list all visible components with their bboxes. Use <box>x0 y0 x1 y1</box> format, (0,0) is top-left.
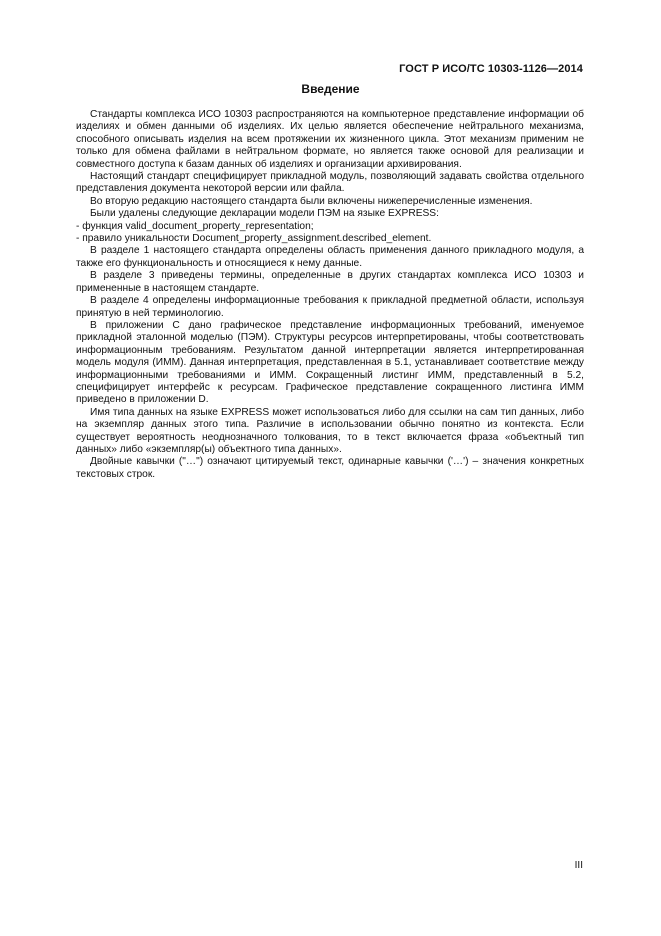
document-body <box>76 109 584 481</box>
paragraph-scope: Настоящий стандарт специфицирует прикладной модуль, позволяющий задавать свойства отдельного представления документа некоторой версии или файла. <box>76 171 584 195</box>
page-title: Введение <box>301 82 360 96</box>
paragraph-removed-declarations: Были удалены следующие декларации модели ПЭМ на языке EXPRESS: <box>90 208 439 220</box>
paragraph-changes: Во вторую редакцию настоящего стандарта были включены нижеперечисленные изменения. <box>90 195 533 207</box>
paragraph-annex-c: В приложении С дано графическое представление информационных требований, именуемое прикладной эталонной моделью (ПЭМ). Структуры ресурсов интерпретированы, чтобы соответствовать информационным требованиям. Результатом данной интерпретации является интерпретированная модель модуля (ИММ). Данная интерпретация, представленная в 5.1, устанавливает соответствие между информационными требованиями и ИММ. Сокращенный листинг ИММ, представленный в 5.2, специфицирует интерфейс к ресурсам. Графическое представление сокращенного листинга ИММ приведено в приложении D. <box>76 319 584 406</box>
list-item-rule: - правило уникальности Document_property_assignment.described_element. <box>76 233 432 245</box>
paragraph-section-3: В разделе 3 приведены термины, определенные в других стандартах комплекса ИСО 10303 и примененные в настоящем стандарте. <box>76 270 584 294</box>
paragraph-quotes: Двойные кавычки ("…") означают цитируемый текст, одинарные кавычки ('…') – значения конкретных текстовых строк. <box>76 456 584 480</box>
paragraph-section-1: В разделе 1 настоящего стандарта определены область применения данного прикладного модуля, а также его функциональность и относящиеся к нему данные. <box>76 245 584 269</box>
paragraph-express-types: Имя типа данных на языке EXPRESS может использоваться либо для ссылки на сам тип данных, либо на экземпляр данных этого типа. Различие в использовании обычно понятно из контекста. Если существует вероятность неоднозначного толкования, то в текст включается фраза «объектный тип данных» либо «экземпляр(ы) объектного типа данных». <box>76 406 584 455</box>
page-number: III <box>574 860 583 871</box>
document-code-header: ГОСТ Р ИСО/ТС 10303-1126—2014 <box>399 63 583 75</box>
list-item-function: - функция valid_document_property_representation; <box>76 220 314 232</box>
paragraph-intro: Стандарты комплекса ИСО 10303 распространяются на компьютерное представление информации об изделиях и обмен данными об изделиях. Их целью является обеспечение нейтрального механизма, способного описывать изделия на всем протяжении их жизненного цикла. Этот механизм применим не только для обмена файлами в нейтральном формате, но является также основой для реализации и совместного доступа к базам данных об изделиях и организации архивирования. <box>76 109 584 170</box>
paragraph-section-4: В разделе 4 определены информационные требования к прикладной предметной области, используя принятую в ней терминологию. <box>76 295 584 319</box>
